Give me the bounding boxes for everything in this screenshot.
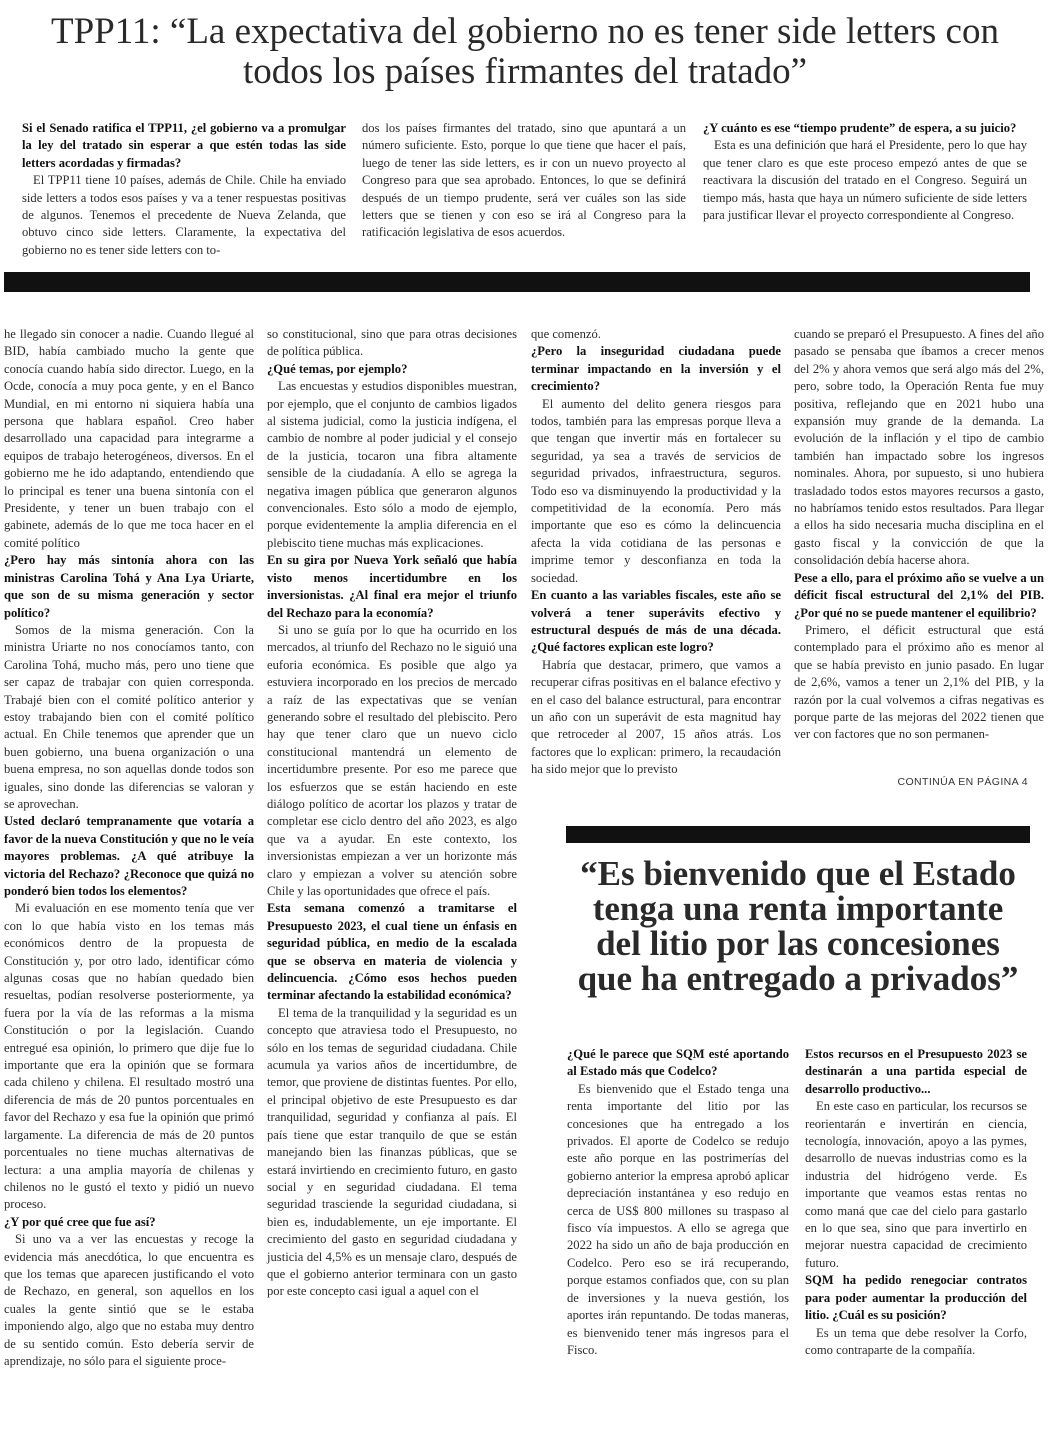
answer-paragraph: Si uno se guía por lo que ha ocurrido en los mercados, al triunfo del Rechazo no le siguió una euforia económica. Es posible que algo ya estuviera incorporado en los precios de mercado a raíz de las expectativas que se venían generando sobre el resultado del plebiscito. Pero hay que tener claro que un nuevo ciclo constitucional mantendrá un elemento de incertidumbre presente. Por eso me parece que los esfuerzos que se están haciendo en este diálogo político de acortar los plazos y tratar de completar ese ciclo dentro del año 2023, es algo que va a ayudar. En este contexto, los inversionistas empiezan a ver un horizonte más claro y empiezan a volver su atención sobre Chile y las oportunidades que ofrece el país. (267, 622, 517, 898)
headline-line-1: TPP11: “La expectativa del gobierno no es tener side letters con (51, 11, 999, 52)
answer-paragraph: Habría que destacar, primero, que vamos a recuperar cifras positivas en el balance efectivo y en el caso del balance estructural, para encontrar un año con un superávit de esta magnitud hay que retroceder al 2007, 15 años atrás. Los factores que lo explican: primero, la recaudación ha sido mejor que lo previsto (531, 657, 781, 777)
section-divider-bar (4, 272, 1030, 292)
answer-paragraph: Es bienvenido que el Estado tenga una renta importante del litio por las concesiones que ha entregado a los privados. El aporte de Codelco se redujo este año porque en las postrimerías del gobierno anterior la empresa aprobó aplicar depreciación instantánea y eso redujo en cerca de US$ 800 millones su traspaso al fisco vía impuestos. A ello se agrega que 2022 ha sido un año de baja producción en Codelco. Pero eso se irá recuperando, porque estamos confiados que, con su plan de inversiones y la nueva gestión, los aportes irán repuntando. De todas maneras, es bienvenido tener más ingresos para el Fisco. (567, 1081, 789, 1357)
answer-paragraph: El tema de la tranquilidad y la seguridad es un concepto que atraviesa todo el Presupuesto, no sólo en los temas de seguridad ciudadana. Chile acumula ya varios años de incertidumbre, de temor, que proviene de distintas fuentes. Por ello, el principal objetivo de este Presupuesto es dar tranquilidad, seguridad y confianza al país. El país tiene que estar tranquilo de que se están manejando bien las finanzas públicas, que se estará invirtiendo en crecimiento futuro, en gasto social y en seguridad ciudadana. El tema seguridad trasciende la seguridad ciudadana, si bien es, indudablemente, un eje importante. El crecimiento del gasto en seguridad ciudadana y justicia del 4,5% es un mensaje claro, después de que el gobierno anterior terminara con un gasto por este concepto casi igual a aquel con el (267, 1005, 517, 1299)
answer-paragraph: Si uno va a ver las encuestas y recoge la evidencia más anecdótica, lo que encuentra es que los temas que aparecen justificando el voto de Rechazo, en general, son aquellos en los cuales la gente sintió que se le estaba imponiendo algo, algo que no estaba muy dentro de su sentido común. Esto debería servir de aprendizaje, no sólo para el siguiente proce- (4, 1232, 254, 1368)
answer-paragraph: Esta es una definición que hará el Presidente, pero lo que hay que tener claro es que este proceso empezó antes de que se reactivara la discusión del tratado en el Congreso. Seguirá un tiempo más, hasta que haya un número suficiente de side letters para justificar llevar el proyecto correspondiente al Congreso. (703, 138, 1027, 223)
answer-paragraph: que comenzó. (531, 327, 601, 341)
answer-paragraph: En este caso en particular, los recursos se reorientarán e invertirán en ciencia, tecnología, innovación, apoyo a las pymes, desarrollo de nuevas industrias como es la industria del hidrógeno verde. Es importante que veamos estas rentas no como maná que cae del cielo para gastarlo en lo que sea, sino que para invertirlo en mejorar nuestra capacidad de crecimiento futuro. (805, 1099, 1027, 1270)
continued-on-page-label: CONTINÚA EN PÁGINA 4 (897, 776, 1028, 788)
top-column-1 (22, 120, 346, 259)
answer-paragraph: he llegado sin conocer a nadie. Cuando llegué al BID, había cambiado mucho la gente que conocía cuando había sido director. Luego, en la Ocde, conocía a muy poca gente, y en el Banco Mundial, en mi entorno ni siquiera había una persona que hablara español. Creo haber desarrollado una capacidad para integrarme a equipos de trabajo heterogéneos, diversos. En el gobierno me he ido adaptando, entendiendo que lo principal es tener una buena sintonía con el Presidente, y tener un buen trabajo con el gabinete, además de lo que me toca hacer en el comité político (4, 327, 254, 550)
headline-line-2: todos los países firmantes del tratado” (242, 51, 808, 92)
question-paragraph: ¿Y cuánto es ese “tiempo prudente” de espera, a su juicio? (703, 121, 1017, 135)
answer-paragraph: Las encuestas y estudios disponibles muestran, por ejemplo, que el conjunto de cambios ligados al sistema judicial, como la justicia indígena, el cambio de nombre al poder judicial y el consejo de la justicia, tocaron una fibra altamente sensible de la ciudadanía. A ello se agrega la negativa imagen pública que generaron algunos convencionales. Esto sólo a modo de ejemplo, porque evidentemente la amplia diferencia en el plebiscito tiene muchas más explicaciones. (267, 379, 517, 550)
question-paragraph: ¿Pero hay más sintonía ahora con las ministras Carolina Tohá y Ana Lya Uriarte, que son de su misma generación y sector político? (4, 553, 254, 620)
answer-paragraph: El TPP11 tiene 10 países, además de Chile. Chile ha enviado side letters a todos esos países y va a tener respuestas positivas de algunos. Tenemos el precedente de Nueva Zelanda, que obtuvo cinco side letters. Claramente, la expectativa del gobierno no es tener side letters con to- (22, 173, 346, 257)
box-column-1 (567, 1046, 789, 1359)
pullquote-top-bar (566, 826, 1030, 843)
question-paragraph: Usted declaró tempranamente que votaría a favor de la nueva Constitución y que no le veía mayores problemas. ¿A qué atribuye la victoria del Rechazo? ¿Reconoce que quizá no ponderó bien todos los elementos? (4, 814, 254, 898)
question-paragraph: ¿Qué temas, por ejemplo? (267, 361, 408, 376)
answer-paragraph: Somos de la misma generación. Con la ministra Uriarte no nos conocíamos tanto, con Carolina Tohá, mucho más, pero uno tiene que ser capaz de trabajar con quien corresponda. Trabajé bien con el comité político anterior y estoy trabajando bien con el comité político actual. En Chile tenemos que aprender que un buen gobierno, una buena organización o una buena empresa, no son aquellas donde todos son iguales, sino donde las diferencias se valoran y se aprovechan. (4, 622, 254, 811)
main-column-1 (4, 326, 254, 1370)
question-paragraph: Estos recursos en el Presupuesto 2023 se destinarán a una partida especial de desarrollo productivo... (805, 1047, 1027, 1096)
main-column-4 (794, 326, 1044, 744)
question-paragraph: SQM ha pedido renegociar contratos para poder aumentar la producción del litio. ¿Cuál es su posición? (805, 1273, 1027, 1323)
answer-paragraph: cuando se preparó el Presupuesto. A fines del año pasado se pensaba que íbamos a crecer menos del 2% y ahora vemos que será algo más del 2%, pero, sobre todo, la Operación Renta fue muy positiva, reflejando que en 2021 hubo una expansión muy grande de la demanda. La evolución de la inflación y el tipo de cambio también han impactado sobre los ingresos nominales. Ahora, por supuesto, si uno hubiera trasladado todos estos mayores recursos a gasto, no habríamos tenido estos resultados. Para llegar a ellos ha sido necesaria mucha disciplina en el gasto fiscal y la convicción de que la consolidación debía hacerse ahora. (794, 327, 1044, 568)
answer-paragraph: El aumento del delito genera riesgos para todos, también para las empresas porque lleva a que tengan que invertir más en fortalecer su seguridad, ya sea a través de servicios de seguridad privados, infraestructura, seguros. Todo eso va disminuyendo la productividad y la competitividad de la economía. Pero más importante que eso es cómo la delincuencia afecta la vida cotidiana de las personas e imprime temor y desconfianza en toda la sociedad. (531, 396, 781, 585)
top-column-3 (703, 120, 1027, 224)
answer-paragraph: Mi evaluación en ese momento tenía que ver con lo que había visto en los temas más económicos dentro de la propuesta de Constitución y, por otro lado, identificar cómo algunas cosas que no habían quedado bien resueltas, podían resolverse posteriormente, ya fuera por la vía de las reformas a la misma Constitución o por la legislación. Cuando entregué esa opinión, lo primero que dije fue lo importante que era la opinión que se formara cada chileno y chilena. El resultado mostró una diferencia de más de 20 puntos porcentuales en favor del Rechazo y esa fue la opinión que primó largamente. La diferencia de más de 20 puntos porcentuales no tiene muchas alternativas de lectura: a una amplia mayoría de chilenas y chilenos no le gustó el texto y pidió un nuevo proceso. (4, 901, 254, 1212)
answer-paragraph: dos los países firmantes del tratado, sino que apuntará a un número suficiente. Esto, porque lo que tiene que hacer el país, luego de tener las side letters, es ir con un nuevo proyecto al Congreso para que sea aprobado. Entonces, lo que se definirá después de un tiempo prudente, será ver cuáles son las side letters que se tienen y con eso se irá al Congreso para la ratificación legislativa de esos acuerdos. (362, 121, 686, 240)
question-paragraph: ¿Qué le parece que SQM esté aportando al Estado más que Codelco? (567, 1047, 789, 1079)
question-paragraph: Si el Senado ratifica el TPP11, ¿el gobierno va a promulgar la ley del tratado sin esperar a que estén todas las side letters acordadas y firmadas? (22, 121, 346, 170)
box-column-2 (805, 1046, 1027, 1359)
question-paragraph: Pese a ello, para el próximo año se vuelve a un déficit fiscal estructural del 2,1% del PIB. ¿Por qué no se puede mantener el equilibrio? (794, 570, 1044, 620)
question-paragraph: En su gira por Nueva York señaló que había visto menos incertidumbre en los inversionistas. ¿Al final era mejor el triunfo del Rechazo para la economía? (267, 553, 517, 620)
headline (20, 12, 1030, 92)
question-paragraph: ¿Y por qué cree que fue así? (4, 1214, 156, 1229)
answer-paragraph: so constitucional, sino que para otras decisiones de política pública. (267, 327, 517, 359)
pullquote: “Es bienvenido que el Estado tenga una renta importante del litio por las concesiones que ha entregado a privados” (577, 854, 1019, 998)
answer-paragraph: Es un tema que debe resolver la Corfo, como contraparte de la compañía. (805, 1325, 1027, 1357)
main-column-3 (531, 326, 781, 779)
answer-paragraph: Primero, el déficit estructural que está contemplado para el próximo año es menor al que se había previsto en junio pasado. En lugar de 2,6%, vamos a tener un 2,1% del PIB, y la razón por la cual volvemos a cifras negativas es porque parte de las mejoras del 2022 tienen que ver con factores que no son permanen- (794, 622, 1044, 742)
main-column-2 (267, 326, 517, 1301)
top-column-2 (362, 120, 686, 242)
question-paragraph: Esta semana comenzó a tramitarse el Presupuesto 2023, el cual tiene un énfasis en seguridad pública, en medio de la escalada que se observa en materia de violencia y delincuencia. ¿Cómo esos hechos pueden terminar afectando la estabilidad económica? (267, 901, 517, 1003)
question-paragraph: En cuanto a las variables fiscales, este año se volverá a tener superávits efectivo y estructural después de más de una década. ¿Qué factores explican este logro? (531, 588, 781, 655)
question-paragraph: ¿Pero la inseguridad ciudadana puede terminar impactando en la inversión y el crecimiento? (531, 344, 781, 394)
